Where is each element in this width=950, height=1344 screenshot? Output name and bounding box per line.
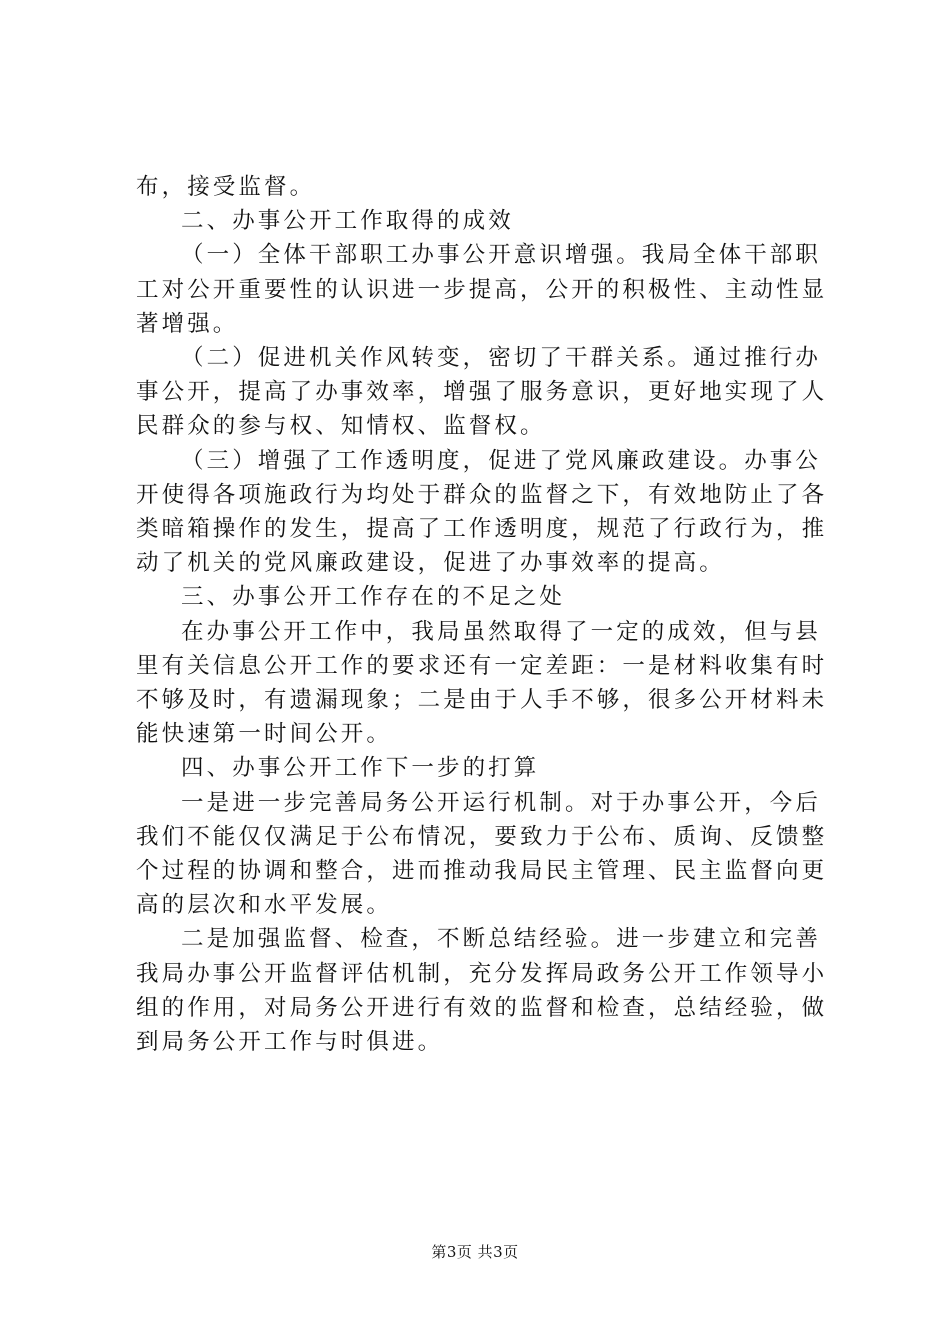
text-line: 四、办事公开工作下一步的打算	[181, 755, 540, 782]
text-line: （二）促进机关作风转变，密切了干群关系。通过推行办	[181, 345, 822, 372]
text-line: 民群众的参与权、知情权、监督权。	[136, 413, 546, 440]
text-line: 动了机关的党风廉政建设，促进了办事效率的提高。	[136, 550, 725, 577]
text-line: 著增强。	[136, 310, 239, 337]
text-line: 我们不能仅仅满足于公布情况，要致力于公布、质询、反馈整	[136, 823, 828, 850]
text-line: 组的作用，对局务公开进行有效的监督和检查，总结经验，做	[136, 994, 828, 1021]
text-line: 开使得各项施政行为均处于群众的监督之下，有效地防止了各	[136, 481, 828, 508]
text-line: 布，接受监督。	[136, 174, 316, 200]
text-line: 我局办事公开监督评估机制，充分发挥局政务公开工作领导小	[136, 960, 828, 987]
text-line: 事公开，提高了办事效率，增强了服务意识，更好地实现了人	[136, 379, 828, 406]
text-line: 工对公开重要性的认识进一步提高，公开的积极性、主动性显	[136, 276, 828, 303]
text-line: 个过程的协调和整合，进而推动我局民主管理、民主监督向更	[136, 858, 828, 885]
text-line: 类暗箱操作的发生，提高了工作透明度，规范了行政行为，推	[136, 516, 828, 543]
text-line: 高的层次和水平发展。	[136, 892, 393, 919]
text-line: （一）全体干部职工办事公开意识增强。我局全体干部职	[181, 242, 822, 269]
text-line: 不够及时，有遗漏现象；二是由于人手不够，很多公开材料未	[136, 687, 828, 714]
text-line: 到局务公开工作与时俱进。	[136, 1029, 444, 1056]
text-line: 二是加强监督、检查，不断总结经验。进一步建立和完善	[181, 926, 822, 953]
text-line: 能快速第一时间公开。	[136, 721, 393, 748]
text-line: 在办事公开工作中，我局虽然取得了一定的成效，但与县	[181, 618, 822, 645]
document-body	[136, 170, 840, 1059]
text-line: 里有关信息公开工作的要求还有一定差距：一是材料收集有时	[136, 652, 828, 679]
text-line: 三、办事公开工作存在的不足之处	[181, 584, 566, 611]
text-line: （三）增强了工作透明度，促进了党风廉政建设。办事公	[181, 447, 822, 474]
text-line: 一是进一步完善局务公开运行机制。对于办事公开，今后	[181, 789, 822, 816]
text-line: 二、办事公开工作取得的成效	[181, 208, 514, 235]
page-footer: 第3页 共3页	[431, 1243, 519, 1261]
